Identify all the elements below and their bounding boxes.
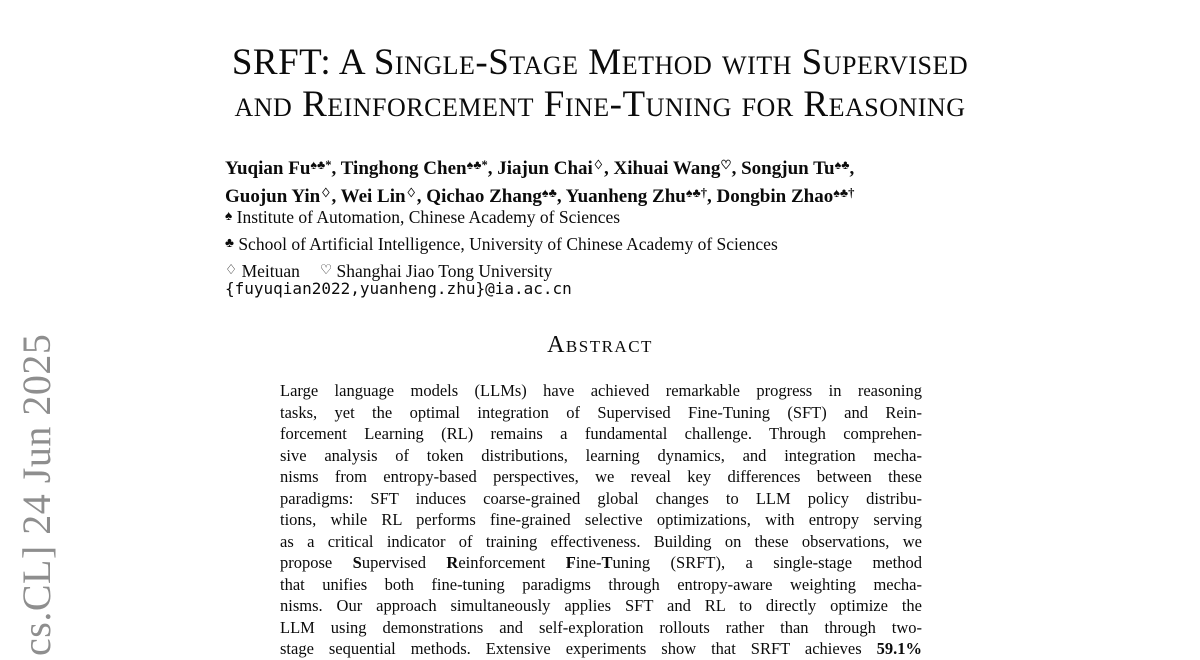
abstract-line (280, 552, 922, 574)
contact-email: {fuyuqian2022,yuanheng.zhu}@ia.ac.cn (225, 279, 572, 298)
affiliation-line (225, 203, 965, 230)
author-symbols: ♠♣* (466, 158, 488, 172)
abstract-text: that unifies both fine-tuning paradigms through entropy-aware weighting mecha- (280, 574, 922, 594)
affiliation-symbol: ♠ (225, 208, 233, 223)
abstract-line (280, 574, 922, 596)
abstract-text: upervised (361, 553, 447, 572)
author-block (225, 153, 965, 209)
author-symbols: ♠♣ (541, 186, 557, 200)
author: Xihuai Wang♡ (613, 158, 732, 179)
author: Tinghong Chen♠♣* (340, 158, 488, 179)
affiliation-entry (225, 261, 300, 281)
author: Yuanheng Zhu♠♣† (565, 186, 707, 207)
abstract-text: tasks, yet the optimal integration of Supervised Fine-Tuning (SFT) and Rein- (280, 402, 922, 422)
affiliation-line (225, 230, 965, 257)
abstract-text: uning (SRFT), a single-stage method (612, 553, 922, 572)
abstract-text: nisms. Our approach simultaneously applies SFT and RL to directly optimize the (280, 596, 922, 615)
abstract-text: nisms from entropy-based perspectives, we reveal key differences between these (280, 467, 922, 486)
author-symbols: ♠♣* (310, 158, 332, 172)
author-symbols: ♡ (720, 158, 732, 172)
abstract-line (280, 402, 922, 424)
arxiv-watermark: cs.CL] 24 Jun 2025 (14, 333, 59, 656)
abstract-bold-text: R (446, 553, 459, 572)
author: Dongbin Zhao♠♣† (716, 186, 855, 207)
author-symbols: ♢ (320, 186, 332, 200)
abstract-line (280, 423, 922, 445)
affiliation-symbol: ♡ (319, 262, 333, 277)
author: Jiajun Chai♢ (497, 158, 605, 179)
authors-line-1: Yuqian Fu♠♣*, Tinghong Chen♠♣*, Jiajun Chai♢, Xihuai Wang♡, Songjun Tu♠♣, (225, 158, 855, 179)
paper-title-line-2: and Reinforcement Fine-Tuning for Reasoning (234, 84, 966, 125)
author: Songjun Tu♠♣ (741, 158, 850, 179)
abstract-line (280, 488, 922, 510)
abstract-body (280, 380, 922, 660)
abstract-text: stage sequential methods. Extensive experiments show that SRFT achieves (280, 639, 877, 658)
affiliation-entry (320, 261, 552, 281)
paper-title-line-1: SRFT: A Single-Stage Method with Supervised (231, 42, 969, 83)
abstract-text: LLM using demonstrations and self-exploration rollouts rather than through two- (280, 617, 922, 637)
author-symbols: ♠♣† (685, 186, 707, 200)
affiliation-symbol: ♣ (225, 235, 234, 250)
abstract-bold-text: F (565, 553, 576, 572)
abstract-heading: Abstract (547, 332, 653, 358)
author: Qichao Zhang♠♣ (426, 186, 557, 207)
author: Wei Lin♢ (340, 186, 417, 207)
abstract-text: ine- (575, 553, 602, 572)
abstract-text: as a critical indicator of training effectiveness. Building on these observations, we (280, 531, 922, 551)
affiliation-text: Institute of Automation, Chinese Academy of Sciences (232, 207, 621, 227)
abstract-text: paradigms: SFT induces coarse-grained global changes to LLM policy distribu- (280, 488, 922, 508)
abstract-line (280, 531, 922, 553)
author: Guojun Yin♢ (225, 186, 332, 207)
affiliation-text: Meituan (237, 261, 300, 281)
abstract-text: sive analysis of token distributions, learning dynamics, and integration mecha- (280, 445, 922, 465)
author: Yuqian Fu♠♣* (225, 158, 332, 179)
abstract-text: tions, while RL performs fine-grained selective optimizations, with entropy serving (280, 510, 922, 529)
abstract-bold-text: S (352, 553, 362, 572)
author-symbols: ♠♣† (833, 186, 855, 200)
abstract-bold-text: 59.1% (876, 639, 922, 658)
paper-title (0, 42, 1200, 126)
abstract-text: propose (280, 553, 353, 572)
abstract-line (280, 638, 922, 660)
abstract-text: forcement Learning (RL) remains a fundamental challenge. Through comprehen- (280, 424, 922, 443)
affiliation-text: School of Artificial Intelligence, University of Chinese Academy of Sciences (233, 234, 778, 254)
abstract-line (280, 617, 922, 639)
abstract-line (280, 445, 922, 467)
abstract-bold-text: T (601, 553, 613, 572)
affiliation-text: Shanghai Jiao Tong University (332, 261, 553, 281)
abstract-line (280, 466, 922, 488)
abstract-line (280, 595, 922, 617)
abstract-text: einforcement (458, 553, 566, 572)
author-symbols: ♠♣ (834, 158, 850, 172)
abstract-line (280, 380, 922, 402)
affiliation-entry (225, 207, 620, 227)
abstract-text: Large language models (LLMs) have achieved remarkable progress in reasoning (280, 381, 922, 400)
affiliations (225, 203, 965, 284)
author-symbols: ♢ (405, 186, 417, 200)
authors-line-2: Guojun Yin♢, Wei Lin♢, Qichao Zhang♠♣, Yuanheng Zhu♠♣†, Dongbin Zhao♠♣† (225, 186, 855, 207)
affiliation-symbol: ♢ (225, 262, 238, 277)
abstract-line (280, 509, 922, 531)
affiliation-entry (225, 234, 778, 254)
author-symbols: ♢ (592, 158, 605, 172)
